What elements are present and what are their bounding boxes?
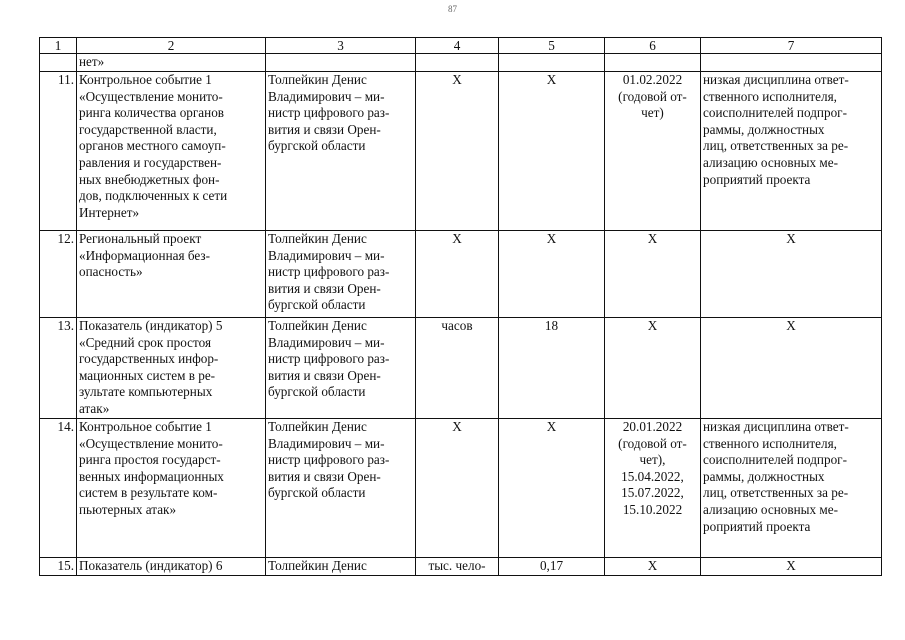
row-risk: X (701, 318, 882, 419)
header-col-3: 3 (266, 38, 416, 54)
row-number: 13. (40, 318, 77, 419)
row-number: 12. (40, 231, 77, 318)
row-responsible: Толпейкин Денис Владимирович – ми- нистр цифрового раз- вития и связи Орен- бургской области (266, 419, 416, 558)
row-unit: X (416, 231, 499, 318)
row-value: X (499, 419, 605, 558)
row-name: Региональный проект «Информационная без- опасность» (77, 231, 266, 318)
page-number: 87 (448, 4, 457, 14)
header-row (40, 38, 882, 54)
table-row (40, 231, 882, 318)
table-row (40, 72, 882, 231)
row-unit: X (416, 72, 499, 231)
header-col-2: 2 (77, 38, 266, 54)
row-date: X (605, 558, 701, 576)
table-row (40, 419, 882, 558)
project-table (39, 37, 882, 576)
row-risk: X (701, 558, 882, 576)
header-col-1: 1 (40, 38, 77, 54)
row-date: 20.01.2022 (годовой от- чет), 15.04.2022, 15.07.2022, 15.10.2022 (605, 419, 701, 558)
row-name: Контрольное событие 1 «Осуществление монито- ринга количества органов государственной власти, органов местного самоуп- равления и государствен- ных внебюджетных фон- дов, подключенных к сети Интернет» (77, 72, 266, 231)
row-risk: X (701, 231, 882, 318)
continuation-text: нет» (77, 54, 266, 72)
row-date: 01.02.2022 (годовой от- чет) (605, 72, 701, 231)
row-date: X (605, 318, 701, 419)
table-row (40, 318, 882, 419)
row-unit: тыс. чело- (416, 558, 499, 576)
row-number: 15. (40, 558, 77, 576)
row-responsible: Толпейкин Денис Владимирович – ми- нистр цифрового раз- вития и связи Орен- бургской области (266, 231, 416, 318)
header-col-6: 6 (605, 38, 701, 54)
header-col-7: 7 (701, 38, 882, 54)
row-name: Показатель (индикатор) 5 «Средний срок простоя государственных инфор- мационных систем в ре- зультате компьютерных атак» (77, 318, 266, 419)
row-number: 14. (40, 419, 77, 558)
row-date: X (605, 231, 701, 318)
row-name: Показатель (индикатор) 6 (77, 558, 266, 576)
row-responsible: Толпейкин Денис (266, 558, 416, 576)
header-col-4: 4 (416, 38, 499, 54)
row-unit: часов (416, 318, 499, 419)
row-responsible: Толпейкин Денис Владимирович – ми- нистр цифрового раз- вития и связи Орен- бургской области (266, 72, 416, 231)
table-row (40, 558, 882, 576)
row-value: 18 (499, 318, 605, 419)
row-risk: низкая дисциплина ответ- ственного исполнителя, соисполнителей подпрог- раммы, должностных лиц, ответственных за ре- ализацию основных ме- роприятий проекта (701, 419, 882, 558)
row-value: 0,17 (499, 558, 605, 576)
row-value: X (499, 231, 605, 318)
row-unit: X (416, 419, 499, 558)
row-number: 11. (40, 72, 77, 231)
row-name: Контрольное событие 1 «Осуществление монито- ринга простоя государст- венных информационных систем в результате ком- пьютерных атак» (77, 419, 266, 558)
header-col-5: 5 (499, 38, 605, 54)
row-responsible: Толпейкин Денис Владимирович – ми- нистр цифрового раз- вития и связи Орен- бургской области (266, 318, 416, 419)
continuation-row (40, 54, 882, 72)
row-value: X (499, 72, 605, 231)
row-risk: низкая дисциплина ответ- ственного исполнителя, соисполнителей подпрог- раммы, должностных лиц, ответственных за ре- ализацию основных ме- роприятий проекта (701, 72, 882, 231)
